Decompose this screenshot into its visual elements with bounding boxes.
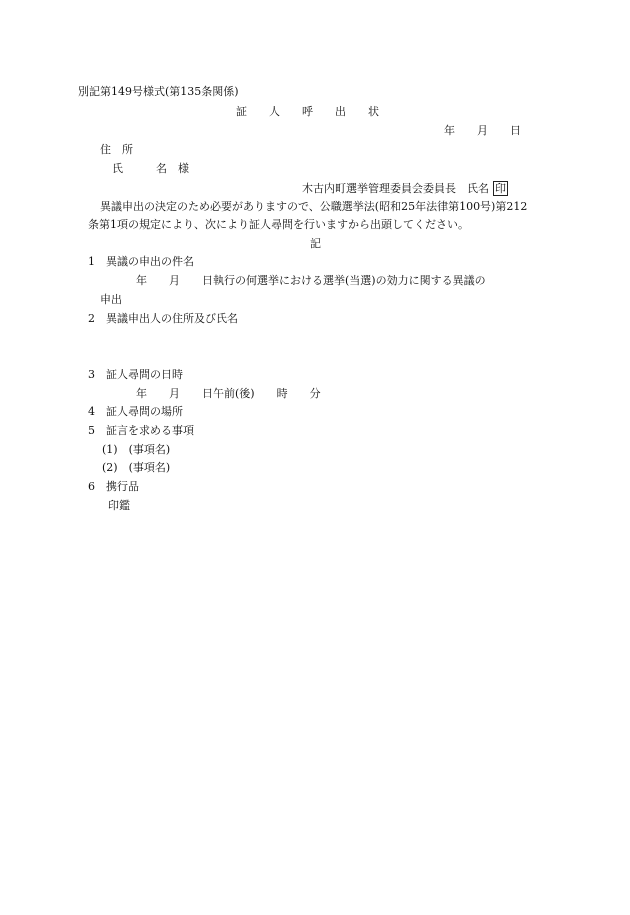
- item1-detail-line2: 申出: [100, 293, 122, 306]
- item5-title: 5 証言を求める事項: [88, 424, 194, 437]
- body-text-line1: 異議申出の決定のため必要がありますので、公職選挙法(昭和25年法律第100号)第212: [100, 200, 528, 213]
- issuer-line: [302, 181, 508, 196]
- recipient-name-label: 氏 名 様: [112, 162, 189, 175]
- address-label: 住 所: [100, 143, 133, 156]
- item6-detail: 印鑑: [108, 499, 130, 512]
- item1-detail-line1: 年 月 日執行の何選挙における選挙(当選)の効力に関する異議の: [136, 274, 486, 287]
- body-text-line2: 条第1項の規定により、次により証人尋問を行いますから出頭してください。: [88, 218, 469, 231]
- ki-heading: 記: [310, 237, 321, 250]
- item5-sub1: (1) (事項名): [102, 443, 171, 456]
- item1-title: 1 異議の申出の件名: [88, 255, 194, 268]
- item3-title: 3 証人尋問の日時: [88, 368, 183, 381]
- item6-title: 6 携行品: [88, 480, 139, 493]
- document-title: 証 人 呼 出 状: [236, 105, 379, 118]
- seal-box: 印: [495, 182, 506, 195]
- item4-title: 4 証人尋問の場所: [88, 405, 183, 418]
- item2-title: 2 異議申出人の住所及び氏名: [88, 312, 238, 325]
- date-line: 年 月 日: [444, 124, 521, 137]
- item3-detail: 年 月 日午前(後) 時 分: [136, 387, 321, 400]
- form-number: 別記第149号様式(第135条関係): [78, 85, 239, 98]
- issuer-title: 木古内町選挙管理委員会委員長 氏名: [302, 182, 489, 195]
- item5-sub2: (2) (事項名): [102, 461, 171, 474]
